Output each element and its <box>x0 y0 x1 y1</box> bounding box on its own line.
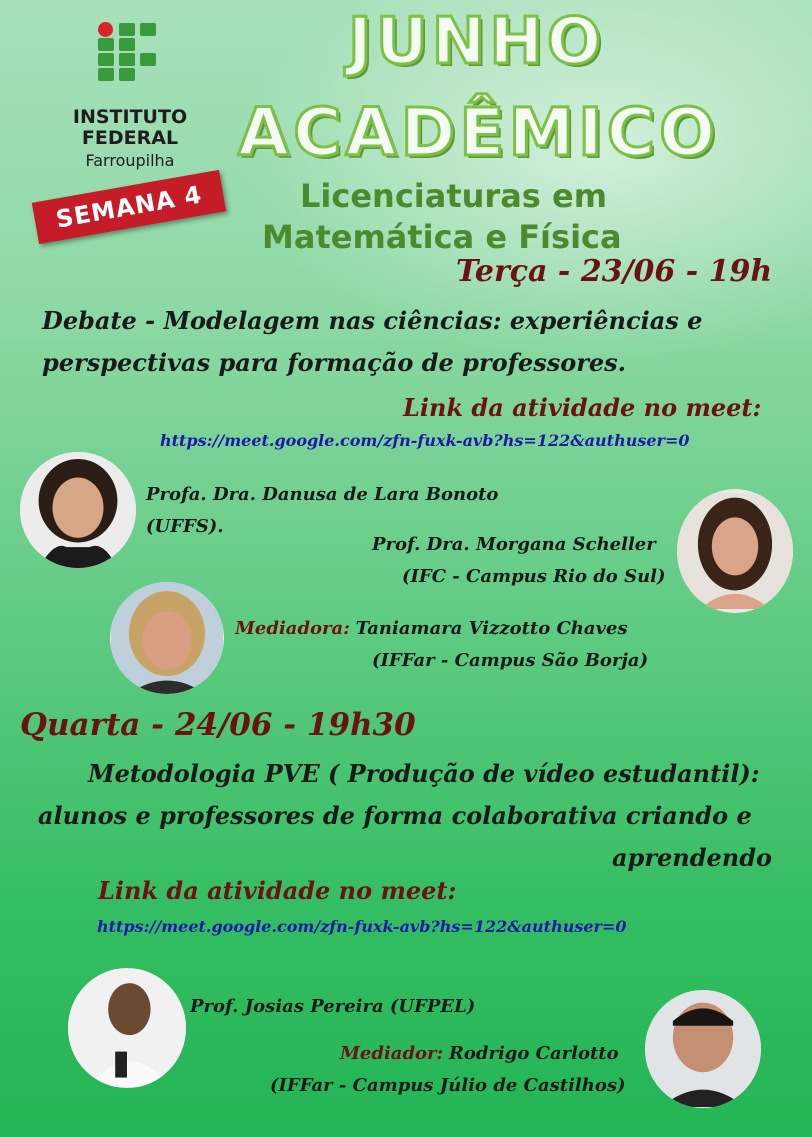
subtitle-line2: Matemática e Física <box>262 218 622 256</box>
day2-mediator-inst: (IFFar - Campus Júlio de Castilhos) <box>270 1075 626 1096</box>
logo-line1: INSTITUTO <box>72 106 188 128</box>
day2-speaker1-name: Prof. Josias Pereira (UFPEL) <box>190 996 476 1017</box>
day1-mediator-inst: (IFFar - Campus São Borja) <box>372 650 649 671</box>
speaker-photo-danusa <box>20 452 136 568</box>
day2-topic-line3: aprendendo <box>612 843 772 872</box>
speaker-photo-josias <box>68 968 186 1088</box>
day1-link-label: Link da atividade no meet: <box>403 393 762 422</box>
day1-heading: Terça - 23/06 - 19h <box>456 254 773 289</box>
day1-meet-link[interactable]: https://meet.google.com/zfn-fuxk-avb?hs=122&authuser=0 <box>160 431 690 450</box>
mediator-photo-taniamara <box>110 582 224 694</box>
day2-heading: Quarta - 24/06 - 19h30 <box>20 707 416 743</box>
day1-speaker1-name: Profa. Dra. Danusa de Lara Bonoto <box>146 484 499 505</box>
day1-speaker1-inst: (UFFS). <box>146 516 224 537</box>
day1-topic-line2: perspectivas para formação de professores. <box>42 348 627 377</box>
day2-meet-link[interactable]: https://meet.google.com/zfn-fuxk-avb?hs=122&authuser=0 <box>97 917 627 936</box>
subtitle-line1: Licenciaturas em <box>300 177 608 215</box>
week-badge: SEMANA 4 <box>32 170 226 244</box>
day2-mediator-label: Mediador: <box>340 1043 444 1064</box>
day1-mediator <box>235 616 628 642</box>
logo-line2: FEDERAL <box>81 127 179 149</box>
if-logo-icon <box>97 22 159 82</box>
day1-mediator-name: Taniamara Vizzotto Chaves <box>355 618 628 639</box>
title-line2: ACADÊMICO <box>238 94 720 171</box>
day1-speaker2-name: Prof. Dra. Morgana Scheller <box>372 534 656 555</box>
day2-topic-line1: Metodologia PVE ( Produção de vídeo estudantil): <box>88 759 760 788</box>
day2-mediator <box>340 1041 619 1067</box>
day2-mediator-name: Rodrigo Carlotto <box>448 1043 619 1064</box>
day1-mediator-label: Mediadora: <box>235 618 350 639</box>
day1-topic-line1: Debate - Modelagem nas ciências: experiências e <box>42 306 703 335</box>
logo-line3: Farroupilha <box>85 151 175 170</box>
mediator-photo-rodrigo <box>645 990 761 1108</box>
title-line1: JUNHO <box>348 5 606 79</box>
day2-link-label: Link da atividade no meet: <box>98 876 457 905</box>
day2-topic-line2: alunos e professores de forma colaborativa criando e <box>38 801 752 830</box>
speaker-photo-morgana <box>677 489 793 613</box>
day1-speaker2-inst: (IFC - Campus Rio do Sul) <box>402 566 666 587</box>
